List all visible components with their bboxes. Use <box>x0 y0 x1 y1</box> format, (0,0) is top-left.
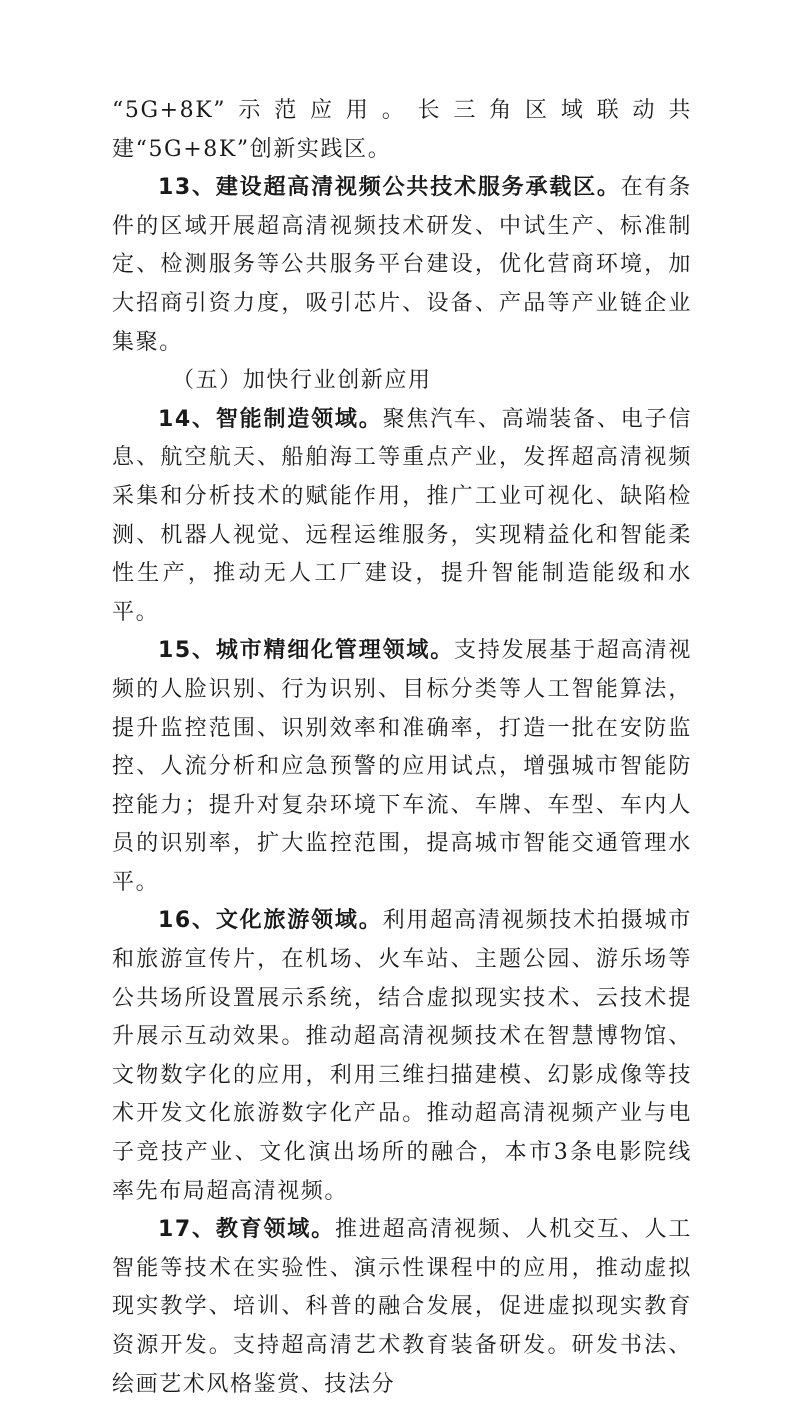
paragraph-continuation <box>112 92 692 169</box>
paragraph-item-16 <box>112 902 692 1211</box>
item-14-heading: 14、智能制造领域。 <box>158 406 383 432</box>
item-13-body: 在有条件的区域开展超高清视频技术研发、中试生产、标准制定、检测服务等公共服务平台建设，优化营商环境，加大招商引资力度，吸引芯片、设备、产品等产业链企业集聚。 <box>112 175 692 355</box>
item-17-body: 推进超高清视频、人机交互、人工智能等技术在实验性、演示性课程中的应用，推动虚拟现实教学、培训、科普的融合发展，促进虚拟现实教育资源开发。支持超高清艺术教育装备研发。研发书法、绘画艺术风格鉴赏、技法分 <box>112 1217 692 1397</box>
item-16-body: 利用超高清视频技术拍摄城市和旅游宣传片，在机场、火车站、主题公园、游乐场等公共场所设置展示系统，结合虚拟现实技术、云技术提升展示互动效果。推动超高清视频技术在智慧博物馆、文物数字化的应用，利用三维扫描建模、幻影成像等技术开发文化旅游数字化产品。推动超高清视频产业与电子竞技产业、文化演出场所的融合，本市3条电影院线率先布局超高清视频。 <box>112 908 692 1204</box>
paragraph-item-13 <box>112 169 692 362</box>
section-heading-5 <box>112 362 692 401</box>
paragraph-item-14 <box>112 401 692 633</box>
section-5-title: （五）加快行业创新应用 <box>172 368 432 394</box>
document-page <box>112 92 692 1404</box>
item-15-heading: 15、城市精细化管理领域。 <box>158 638 455 664</box>
paragraph-text: “5G+8K”示范应用。长三角区域联动共建“5G+8K”创新实践区。 <box>112 98 692 162</box>
paragraph-item-17 <box>112 1211 692 1404</box>
item-16-heading: 16、文化旅游领域。 <box>158 908 383 934</box>
item-15-body: 支持发展基于超高清视频的人脸识别、行为识别、目标分类等人工智能算法，提升监控范围、识别效率和准确率，打造一批在安防监控、人流分析和应急预警的应用试点，增强城市智能防控能力；提升对复杂环境下车流、车牌、车型、车内人员的识别率，扩大监控范围，提高城市智能交通管理水平。 <box>112 638 692 895</box>
item-14-body: 聚焦汽车、高端装备、电子信息、航空航天、船舶海工等重点产业，发挥超高清视频采集和分析技术的赋能作用，推广工业可视化、缺陷检测、机器人视觉、远程运维服务，实现精益化和智能柔性生产，推动无人工厂建设，提升智能制造能级和水平。 <box>112 406 692 625</box>
item-17-heading: 17、教育领域。 <box>158 1217 335 1243</box>
item-13-heading: 13、建设超高清视频公共技术服务承载区。 <box>158 175 621 201</box>
paragraph-item-15 <box>112 632 692 902</box>
